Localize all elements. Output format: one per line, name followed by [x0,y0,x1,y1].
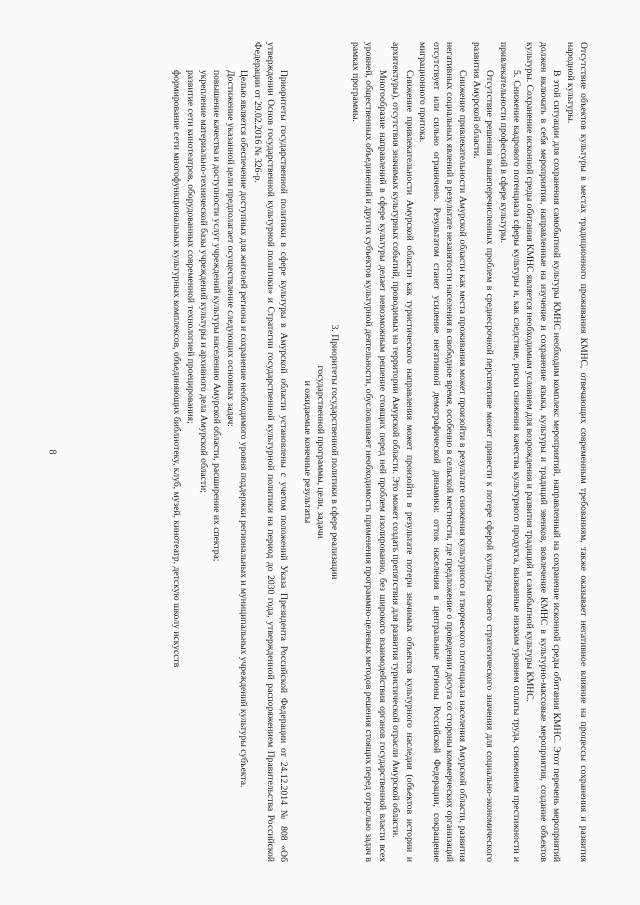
list-item: формирование сети многофункциональных культурных комплексов, объединяющих библиотеку, клуб, музей, кинотеатр, детскую школу искусств [171,70,183,668]
rotated-text-body [50,42,590,862]
paragraph: В этой ситуации для сохранения самобытной культуры КМНС необходим комплекс мероприятий, направленный на сохранение исконной среды обитания КМНС. Этот перечень мероприятий должен включать в себя мероприятия, направленные на изучение и сохранение языка, культуры и традиций эвенков, вовлечение КМНС в культурно-массовые мероприятия, создание объектов культуры. Сохранение исконной среды обитания КМНС является необходимым условием для возрождения и развития традиций и самобытной культуры КМНС. [524,42,563,862]
section-heading [300,42,340,862]
section-heading-line: 3. Приоритеты государственной политики в сфере реализации [328,324,340,580]
section-heading-line: и ожидаемые конечные результаты [301,380,313,524]
page-number: 8 [46,449,58,455]
section-heading-line: государственной программы, цели, задачи [315,365,327,539]
paragraph: Многообразие направлений в сфере культуры делает невозможным решение стоящих перед ней проблем изолированно, без широкого взаимодействия органов государственной власти всех уровней, общественных объединений и других субъектов культурной деятельности, обусловливает необходимость применения программно-целевых методов решения стоящих перед отраслью задач в рамках программы. [350,42,388,862]
paragraph: Снижение привлекательности Амурской области как туристического направления может произойти в результате потери значимых объектов культурного наследия (объектов истории и архитектуры), отсутствия значимых культурных событий, проводимых на территории Амурской области. Это может создать препятствия для развития туристической отрасли Амурской области. [390,42,415,862]
list-item: укрепление материально-технической базы учреждений культуры и архивного дела Амурской области; [198,70,210,493]
list-item: повышение качества и доступности услуг учреждений культуры населению Амурской области, расширение их спектра; [211,70,223,562]
paragraph: Снижение привлекательности Амурской области как места проживания может произойти в результате снижения культурного и творческого потенциала населения Амурской области, развития негативных социальных явлений в результате незанятости населения в свободное время, особенно в сельской местности, где предложение о проведении досуга со стороны коммерческих организаций отсутствует или сильно ограничено. Результатом станет усиление негативной демографической динамики: отток населения в центральные регионы Российской Федерации, сокращение миграционного притока. [417,42,469,862]
section-body [170,42,291,862]
paragraph: Отсутствие решения вышеперечисленных проблем в среднесрочной перспективе может привести к потере сферой культуры своего стратегического значения для социально-экономического развития Амурской области. [470,42,496,862]
paragraph: 5. Снижение кадрового потенциала сферы культуры и, как следствие, риски снижения качества культурного продукта, вызванные низким уровнем оплаты труда, снижением престижности и привлекательности профессий в сфере культуры. [497,42,522,862]
paragraph: Отсутствие объектов культуры в местах традиционного проживания КМНС, отвечающих современным требованиям, также оказывает негативное влияние на процессы сохранения и развития народной культуры. [564,42,589,862]
list-item: развитие сети кинотеатров, оборудованных современной технологией проецирования; [184,70,196,424]
paragraph: Приоритеты государственной политики в сфере культуры в Амурской области установлены с учетом положений Указа Президента Российской Федерации от 24.12.2014 № 808 «Об утверждении Основ государственной культурной политики» и Стратегии государственной культурной политики на период до 2030 года, утвержденной распоряжением Правительства Российской Федерации от 29.02.2016 № 326-р. [251,42,290,862]
paragraph: Целью является обеспечение доступных для жителей региона и сохранение необходимого уровня поддержки региональных и муниципальных учреждений культуры субъекта. [238,70,250,788]
paragraph: Достижение указанной цели предполагает осуществление следующих основных задач: [224,70,236,427]
